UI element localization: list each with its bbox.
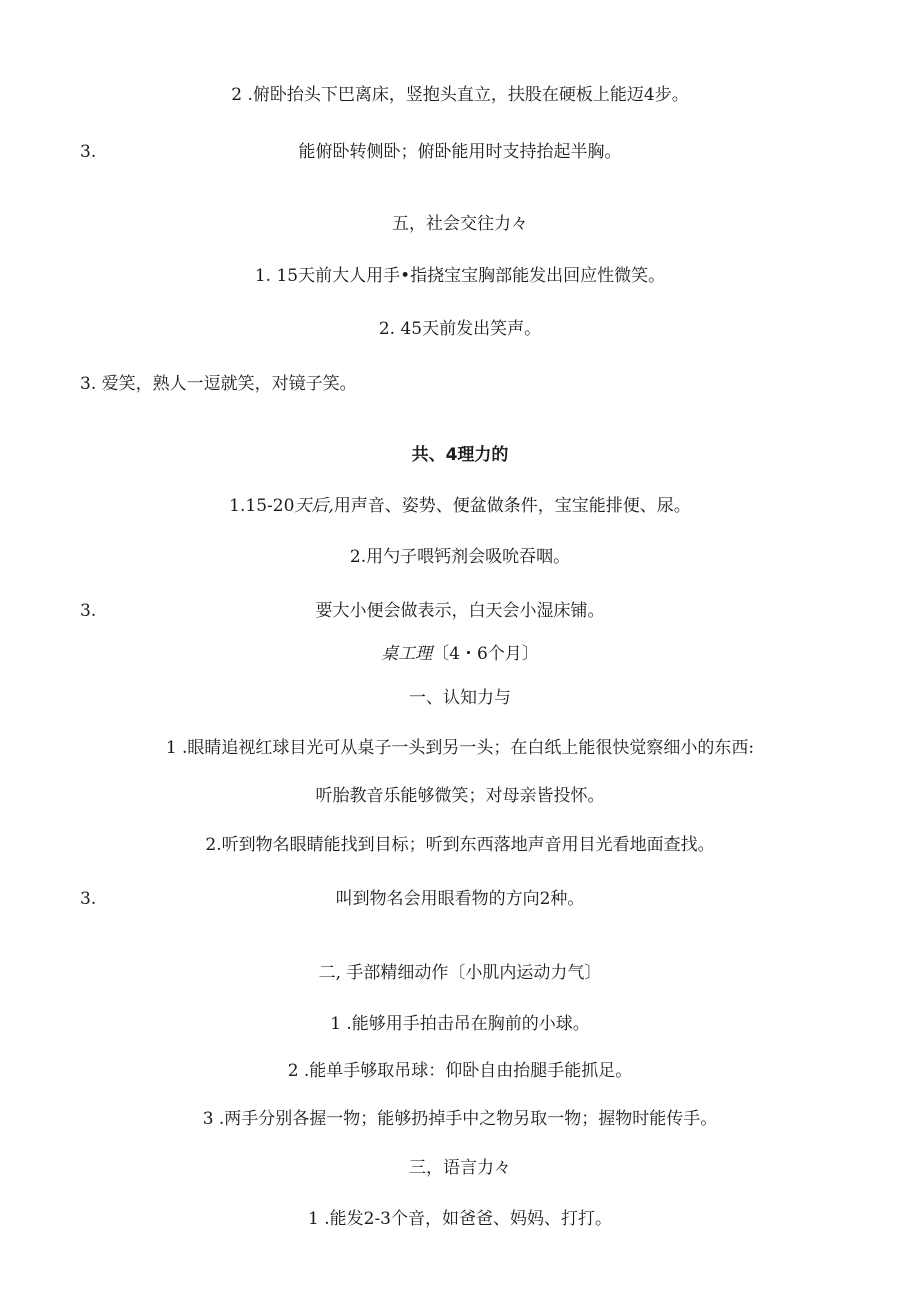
section-title — [0, 643, 920, 665]
list-number: 3. — [80, 889, 97, 909]
list-item: 3 .两手分别各握一物；能够扔掉手中之物另取一物；握物时能传手。 — [202, 1109, 718, 1129]
section-heading: 共、4理力的 — [411, 445, 509, 465]
list-item: 能俯卧转侧卧；俯卧能用时支持抬起半胸。 — [298, 142, 622, 162]
section-title-age: 〔4・6个月〕 — [432, 644, 539, 664]
list-number: 3. — [80, 601, 97, 621]
section-heading: 五，社会交往力々 — [392, 214, 528, 234]
list-item-continuation: 听胎教音乐能够微笑；对母亲皆投怀。 — [315, 786, 605, 806]
list-item: 2.用勺子喂钙剂会吸吮吞咽。 — [349, 547, 571, 567]
list-item: 2 .能单手够取吊球：仰卧自由抬腿手能抓足。 — [287, 1061, 633, 1081]
list-item: 叫到物名会用眼看物的方向2种。 — [335, 889, 585, 909]
list-item: 2.听到物名眼睛能找到目标；听到东西落地声音用目光看地面查找。 — [205, 835, 715, 855]
list-item: 2. 45天前发出笑声。 — [378, 319, 542, 339]
list-item: 1 .能发2-3个音，如爸爸、妈妈、打打。 — [308, 1209, 612, 1229]
list-item: 1 .眼睛追视红球目光可从桌子一头到另一头；在白纸上能很快觉察细小的东西: — [165, 738, 755, 758]
list-item: 1. 15天前大人用手•指挠宝宝胸部能发出回应性微笑。 — [254, 266, 666, 286]
list-item: 3. 爱笑，熟人一逗就笑，对镜子笑。 — [80, 374, 357, 394]
list-number: 3. — [80, 142, 97, 162]
list-item-text: 用声音、姿势、便盆做条件，宝宝能排便、尿。 — [333, 496, 691, 516]
section-heading: 一、认知力与 — [409, 688, 511, 708]
section-heading: 三，语言力々 — [409, 1158, 511, 1178]
list-item: 2 .俯卧抬头下巴离床，竖抱头直立，扶股在硬板上能迈4步。 — [231, 85, 689, 105]
section-title-italic: 桌工理 — [381, 644, 433, 664]
list-item — [0, 495, 920, 517]
list-item-prefix: 1.15-20 — [229, 496, 295, 516]
list-item: 1 .能够用手拍击吊在胸前的小球。 — [330, 1014, 590, 1034]
list-item-italic: 天后, — [294, 496, 334, 516]
list-item: 要大小便会做表示，白天会小湿床铺。 — [315, 601, 605, 621]
section-heading: 二, 手部精细动作〔小肌内运动力气〕 — [318, 963, 602, 983]
